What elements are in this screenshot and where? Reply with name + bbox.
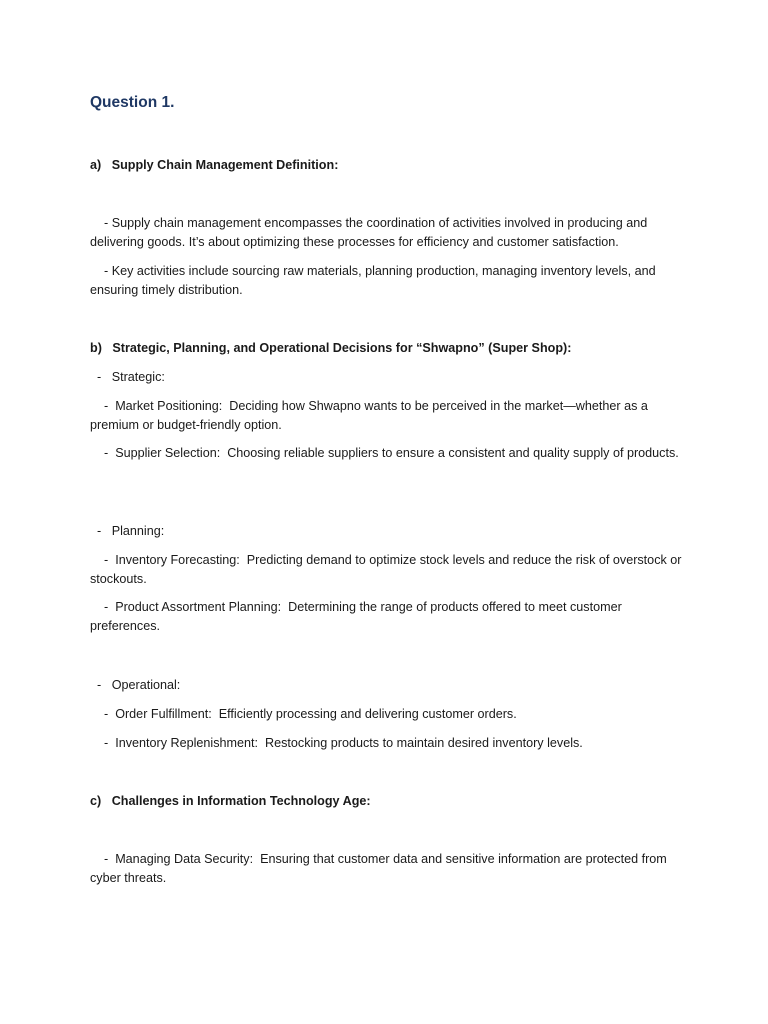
strategic-item-supplier-selection: - Supplier Selection: Choosing reliable suppliers to ensure a consistent and quality supply of products.: [90, 446, 679, 460]
operational-item-inventory-replenishment: - Inventory Replenishment: Restocking products to maintain desired inventory levels.: [90, 736, 583, 750]
page-title: Question 1.: [90, 94, 175, 111]
operational-item-order-fulfillment: - Order Fulfillment: Efficiently processing and delivering customer orders.: [90, 707, 517, 721]
planning-item-product-assortment: - Product Assortment Planning: Determining the range of products offered to meet customer preferences.: [90, 600, 626, 633]
section-a-paragraph-1: - Supply chain management encompasses the coordination of activities involved in producing and delivering goods. It’s about optimizing these processes for efficiency and customer satisfaction.: [90, 216, 651, 249]
planning-label: - Planning:: [90, 524, 165, 538]
operational-label: - Operational:: [90, 678, 181, 692]
section-c-heading: c) Challenges in Information Technology Age:: [90, 794, 371, 808]
section-a-paragraph-2: - Key activities include sourcing raw materials, planning production, managing inventory levels, and ensuring timely distribution.: [90, 264, 660, 297]
strategic-label: - Strategic:: [90, 370, 165, 384]
section-a-heading: a) Supply Chain Management Definition:: [90, 158, 339, 172]
planning-item-inventory-forecasting: - Inventory Forecasting: Predicting demand to optimize stock levels and reduce the risk of overstock or stockouts.: [90, 553, 685, 586]
section-b-heading: b) Strategic, Planning, and Operational Decisions for “Shwapno” (Super Shop):: [90, 341, 572, 355]
section-c-paragraph-1: - Managing Data Security: Ensuring that customer data and sensitive information are protected from cyber threats.: [90, 852, 671, 885]
strategic-item-market-positioning: - Market Positioning: Deciding how Shwapno wants to be perceived in the market—whether as a premium or budget-friendly option.: [90, 399, 652, 432]
